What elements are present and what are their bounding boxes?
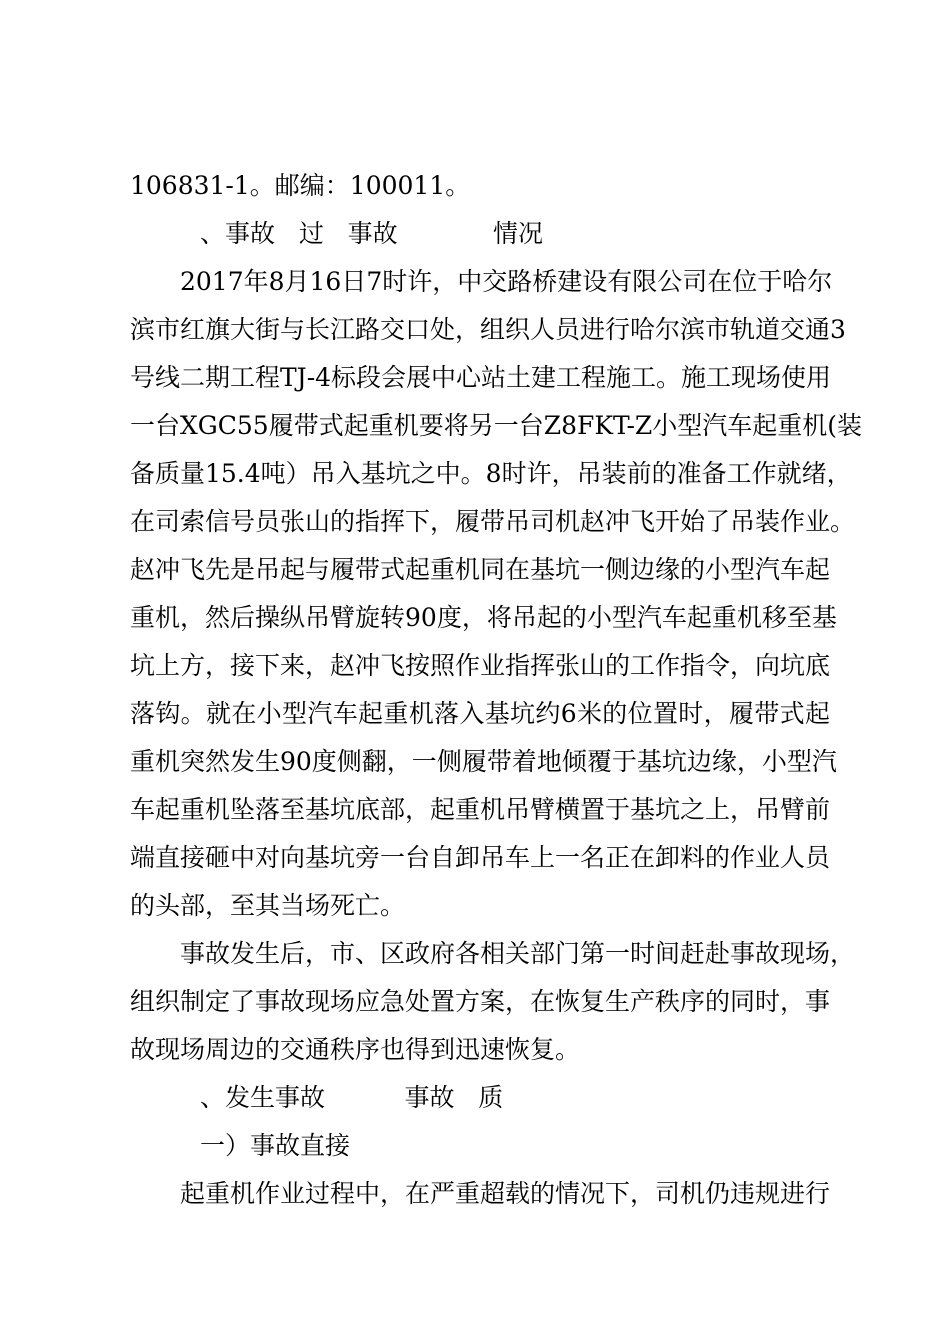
body-text-line: 起重机作业过程中，在严重超载的情况下，司机仍违规进行 bbox=[130, 1179, 831, 1208]
body-text-line: 滨市红旗大街与长江路交口处，组织人员进行哈尔滨市轨道交通3 bbox=[130, 315, 846, 344]
body-text-line: 落钩。就在小型汽车起重机落入基坑约6米的位置时，履带式起 bbox=[130, 699, 830, 728]
body-text-line: 故现场周边的交通秩序也得到迅速恢复。 bbox=[130, 1035, 581, 1064]
section-heading: 、发生事故 事故 质 bbox=[200, 1083, 504, 1112]
body-text-line: 赵冲飞先是吊起与履带式起重机同在基坑一侧边缘的小型汽车起 bbox=[130, 555, 831, 584]
body-text-line: 号线二期工程TJ-4标段会展中心站土建工程施工。施工现场使用 bbox=[130, 363, 832, 392]
body-text-line: 事故发生后，市、区政府各相关部门第一时间赶赴事故现场， bbox=[130, 939, 856, 968]
body-text-line: 坑上方，接下来，赵冲飞按照作业指挥张山的工作指令，向坑底 bbox=[130, 651, 831, 680]
body-text-line: 组织制定了事故现场应急处置方案，在恢复生产秩序的同时，事 bbox=[130, 987, 831, 1016]
body-text-line: 的头部，至其当场死亡。 bbox=[130, 891, 406, 920]
body-text-line: 端直接砸中对向基坑旁一台自卸吊车上一名正在卸料的作业人员 bbox=[130, 843, 831, 872]
body-text-line: 备质量15.4吨）吊入基坑之中。8时许，吊装前的准备工作就绪， bbox=[130, 459, 852, 488]
body-text-line: 2017年8月16日7时许，中交路桥建设有限公司在位于哈尔 bbox=[130, 267, 833, 296]
body-text-line: 车起重机坠落至基坑底部，起重机吊臂横置于基坑之上，吊臂前 bbox=[130, 795, 831, 824]
body-text-line: 重机，然后操纵吊臂旋转90度，将吊起的小型汽车起重机移至基 bbox=[130, 603, 837, 632]
subsection-heading: 一）事故直接 bbox=[200, 1131, 351, 1160]
body-text-line: 一台XGC55履带式起重机要将另一台Z8FKT-Z小型汽车起重机(装 bbox=[130, 411, 863, 440]
body-text-line: 106831-1。邮编：100011。 bbox=[130, 171, 471, 200]
body-text-line: 在司索信号员张山的指挥下，履带吊司机赵冲飞开始了吊装作业。 bbox=[130, 507, 856, 536]
body-text-line: 重机突然发生90度侧翻，一侧履带着地倾覆于基坑边缘，小型汽 bbox=[130, 747, 837, 776]
section-heading: 、事故 过 事故 情况 bbox=[200, 219, 544, 248]
